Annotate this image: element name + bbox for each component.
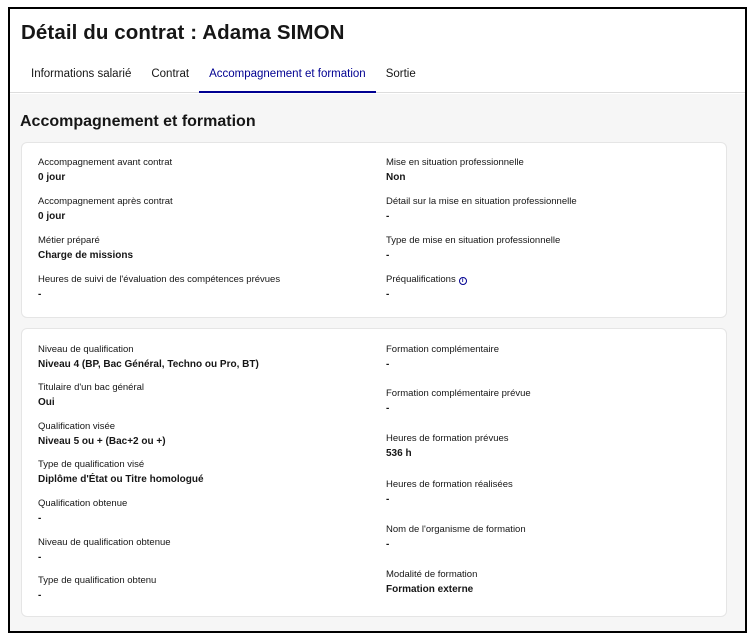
field-label: Formation complémentaire prévue (386, 388, 531, 399)
tab-bar (21, 65, 426, 93)
field-value: 0 jour (38, 211, 66, 222)
field-value: - (386, 403, 390, 414)
field-formation-complementaire-prevue (386, 388, 531, 415)
field-niveau-qualification-obtenue (38, 537, 171, 564)
field-formation-complementaire (386, 344, 499, 371)
field-label: Niveau de qualification obtenue (38, 537, 171, 548)
field-accompagnement-apres-contrat (38, 196, 173, 223)
field-value: - (38, 552, 42, 563)
field-heures-formation-prevues (386, 433, 509, 460)
page-header (10, 9, 745, 93)
field-metier-prepare (38, 235, 133, 262)
field-label: Niveau de qualification (38, 344, 134, 355)
contract-detail-window (8, 7, 747, 633)
field-value: - (386, 250, 390, 261)
field-value: - (386, 359, 390, 370)
field-detail-mise-en-situation (386, 196, 577, 223)
field-prequalifications (386, 274, 467, 301)
field-value: - (38, 590, 42, 601)
field-label: Type de qualification visé (38, 459, 145, 470)
field-value: Oui (38, 397, 55, 408)
field-value: - (38, 289, 42, 300)
field-label: Métier préparé (38, 235, 100, 246)
field-value: - (386, 289, 390, 300)
field-label: Accompagnement avant contrat (38, 157, 173, 168)
field-label: Modalité de formation (386, 569, 478, 580)
field-accompagnement-avant-contrat (38, 157, 172, 184)
field-value: Diplôme d'État ou Titre homologué (38, 474, 204, 485)
qualification-formation-card (21, 328, 727, 617)
field-type-qualification-vise (38, 459, 204, 486)
field-value: Formation externe (386, 584, 474, 595)
field-niveau-qualification (38, 344, 259, 371)
tab-informations-salarie[interactable]: Informations salarié (31, 68, 132, 80)
field-label: Type de mise en situation professionnelle (386, 235, 561, 246)
field-qualification-obtenue (38, 498, 127, 525)
field-mise-en-situation (386, 157, 524, 184)
field-heures-formation-realisees (386, 479, 513, 506)
field-value: - (386, 494, 390, 505)
field-titulaire-bac-general (38, 382, 144, 409)
field-value: 0 jour (38, 172, 66, 183)
info-icon[interactable]: i (459, 277, 467, 285)
field-label: Qualification visée (38, 421, 116, 432)
field-label: Heures de formation prévues (386, 433, 509, 444)
field-label: Mise en situation professionnelle (386, 157, 524, 168)
tab-contrat[interactable]: Contrat (151, 68, 190, 80)
field-value: 536 h (386, 448, 412, 459)
accompagnement-card (21, 142, 727, 318)
field-label: Heures de suivi de l'évaluation des compétences prévues (38, 274, 281, 285)
page-title: Détail du contrat : Adama SIMON (21, 21, 345, 44)
field-value: - (38, 513, 42, 524)
field-label: Formation complémentaire (386, 344, 499, 355)
field-organisme-formation (386, 524, 526, 551)
field-modalite-formation (386, 569, 477, 596)
field-value: Niveau 4 (BP, Bac Général, Techno ou Pro, BT) (38, 359, 259, 370)
field-type-mise-en-situation (386, 235, 560, 262)
field-value: Charge de missions (38, 250, 134, 261)
tab-content (10, 94, 745, 631)
field-heures-suivi-evaluation (38, 274, 280, 301)
field-label: Titulaire d'un bac général (38, 382, 145, 393)
field-label: Type de qualification obtenu (38, 575, 157, 586)
field-value: Non (386, 172, 406, 183)
field-label (386, 274, 467, 286)
field-label: Nom de l'organisme de formation (386, 524, 526, 535)
section-title: Accompagnement et formation (20, 113, 256, 130)
field-qualification-visee (38, 421, 166, 448)
field-label: Détail sur la mise en situation professionnelle (386, 196, 577, 207)
field-value: - (386, 539, 390, 550)
field-label: Accompagnement après contrat (38, 196, 173, 207)
field-type-qualification-obtenu (38, 575, 156, 602)
prequalifications-label: Préqualifications (386, 274, 456, 285)
tab-sortie[interactable]: Sortie (385, 68, 416, 80)
field-label: Qualification obtenue (38, 498, 128, 509)
field-value: Niveau 5 ou + (Bac+2 ou +) (38, 436, 166, 447)
tab-accompagnement-formation[interactable]: Accompagnement et formation (199, 65, 376, 93)
field-label: Heures de formation réalisées (386, 479, 513, 490)
field-value: - (386, 211, 390, 222)
